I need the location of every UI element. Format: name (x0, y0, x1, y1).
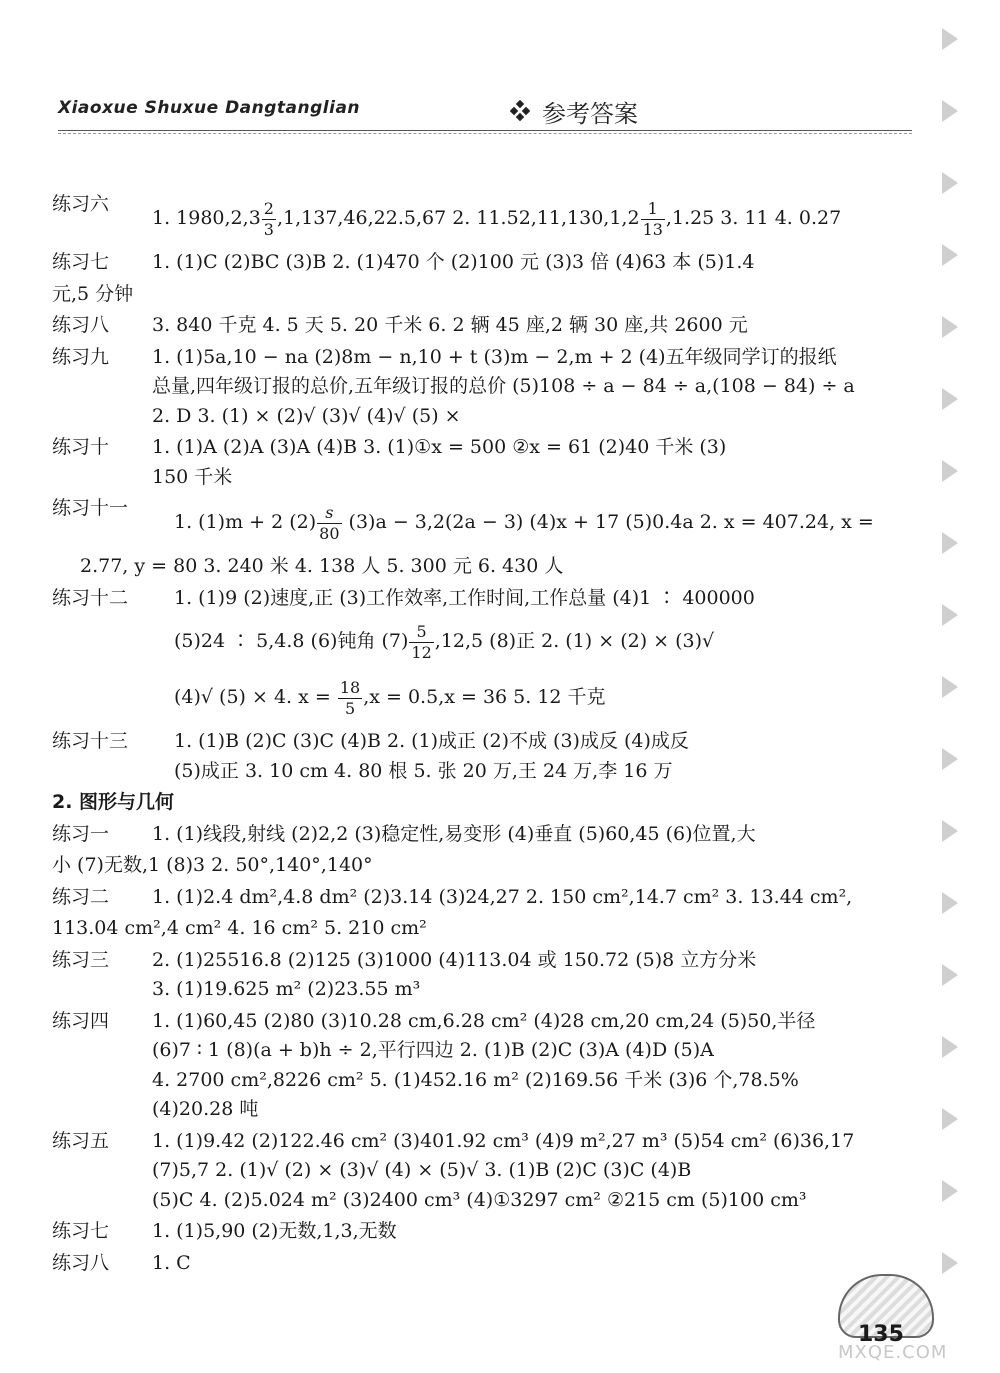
arrow-icon (942, 1036, 958, 1058)
answer-line: (4)20.28 吨 (152, 1098, 259, 1120)
arrow-icon (942, 100, 958, 122)
exercise-answers (152, 946, 902, 1005)
answer-line: 1. (1)60,45 (2)80 (3)10.28 cm,6.28 cm² (4)28 cm,20 cm,24 (5)50,半径 (152, 1009, 816, 1032)
series-title: Xiaoxue Shuxue Dangtanglian (58, 98, 361, 118)
exercise-answers (152, 433, 902, 492)
fraction-denominator: 12 (411, 642, 432, 662)
exercise-answers (174, 494, 902, 550)
answer-line: 3. (1)19.625 m² (2)23.55 m³ (152, 978, 421, 1000)
exercise-9 (52, 343, 902, 432)
exercise-answers (152, 343, 902, 432)
fraction-numerator: 1 (641, 199, 665, 220)
page-title: 参考答案 (542, 100, 638, 128)
geometry-exercise-5 (52, 1127, 902, 1216)
exercise-label: 练习八 (52, 1251, 110, 1274)
arrow-icon (942, 28, 958, 50)
geometry-exercise-3 (52, 946, 902, 1005)
exercise-label: 练习一 (52, 822, 110, 845)
arrow-icon (942, 604, 958, 626)
arrow-icon (942, 676, 958, 698)
geometry-exercise-7 (52, 1217, 902, 1247)
answer-line: 3. 840 千克 4. 5 天 5. 20 千米 6. 2 辆 45 座,2 辆 30 座,共 2600 元 (152, 314, 748, 336)
fraction (409, 622, 433, 663)
answer-line: 1. (1)2.4 dm²,4.8 dm² (2)3.14 (3)24,27 2. 150 cm²,14.7 cm² 3. 13.44 cm², (152, 885, 853, 908)
fraction-denominator: 80 (319, 523, 340, 543)
exercise-answers (152, 820, 902, 850)
arrow-icon (942, 820, 958, 842)
arrow-icon (942, 388, 958, 410)
exercise-label: 练习八 (52, 314, 110, 336)
answer-content (52, 190, 902, 1280)
arrow-icon (942, 1252, 958, 1274)
exercise-11-cont (52, 552, 902, 582)
exercise-label: 练习七 (52, 1220, 110, 1242)
answer-line: 1. (1)9.42 (2)122.46 cm² (3)401.92 cm³ (4)9 m²,27 m³ (5)54 cm² (6)36,17 (152, 1129, 855, 1152)
answer-line: 1. (1)B (2)C (3)C (4)B 2. (1)成正 (2)不成 (3)成反 (4)成反 (174, 730, 689, 752)
watermark: MXQE.COM (838, 1342, 948, 1363)
answer-line: 元,5 分钟 (52, 282, 134, 305)
exercise-label: 练习五 (52, 1129, 110, 1152)
answer-line: (5)C 4. (2)5.024 m² (3)2400 cm³ (4)①3297 cm² ②215 cm (5)100 cm³ (152, 1188, 807, 1211)
geometry-exercise-2 (52, 883, 902, 913)
arrow-icon (942, 244, 958, 266)
exercise-label: 练习六 (52, 193, 110, 215)
exercise-11 (52, 494, 902, 550)
answer-line (174, 669, 902, 725)
answer-text: 1. (1)m + 2 (2) (174, 511, 317, 533)
fraction-denominator: 13 (642, 219, 663, 239)
exercise-answers (152, 1127, 902, 1216)
answer-line: (6)7 ∶ 1 (8)(a + b)h ÷ 2,平行四边 2. (1)B (2)C (3)A (4)D (5)A (152, 1039, 714, 1061)
exercise-label: 练习三 (52, 948, 110, 971)
answer-text: (3)a − 3,2(2a − 3) (4)x + 17 (5)0.4a 2. x = 407.24, x = (342, 511, 874, 533)
arrow-icon (942, 892, 958, 914)
answer-line: (7)5,7 2. (1)√ (2) × (3)√ (4) × (5)√ 3. (1)B (2)C (3)C (4)B (152, 1159, 692, 1181)
page-number: 135 (858, 1322, 904, 1347)
answer-line: 1. (1)A (2)A (3)A (4)B 3. (1)①x = 500 ②x = 61 (2)40 千米 (3) (152, 436, 727, 458)
arrow-icon (942, 964, 958, 986)
fraction (317, 503, 341, 544)
answer-text: ,1,137,46,22.5,67 2. 11.52,11,130,1,2 (276, 207, 640, 229)
answer-line: 1. (1)5a,10 − na (2)8m − n,10 + t (3)m − 2,m + 2 (4)五年级同学订的报纸 (152, 345, 837, 368)
answer-line: 4. 2700 cm²,8226 cm² 5. (1)452.16 m² (2)169.56 千米 (3)6 个,78.5% (152, 1068, 799, 1091)
exercise-13 (52, 727, 902, 786)
arrow-icon (942, 1180, 958, 1202)
exercise-answers (152, 190, 902, 246)
answer-line: 小 (7)无数,1 (8)3 2. 50°,140°,140° (52, 854, 373, 876)
exercise-label: 练习十三 (52, 730, 129, 752)
fraction (338, 678, 362, 719)
answer-line: 2. (1)25516.8 (2)125 (3)1000 (4)113.04 或 150.72 (5)8 立方分米 (152, 948, 757, 971)
exercise-6 (52, 190, 902, 246)
answer-line: 2. D 3. (1) × (2)√ (3)√ (4)√ (5) × (152, 404, 461, 427)
exercise-answers (152, 1217, 902, 1247)
geometry-exercise-1-cont (52, 851, 902, 881)
exercise-8 (52, 311, 902, 341)
answer-text: ,12,5 (8)正 2. (1) × (2) × (3)√ (434, 630, 715, 652)
exercise-label: 练习七 (52, 251, 110, 273)
exercise-label: 练习十 (52, 436, 110, 458)
exercise-answers (152, 311, 902, 341)
answer-line (174, 494, 902, 550)
fraction (262, 199, 276, 240)
fraction-numerator: 5 (409, 622, 433, 643)
page-header (58, 92, 912, 132)
exercise-10 (52, 433, 902, 492)
answer-text: 1. 1980,2,3 (152, 207, 261, 229)
fraction-denominator: 3 (263, 219, 274, 239)
exercise-label: 练习四 (52, 1009, 110, 1032)
answer-line (152, 190, 902, 246)
geometry-exercise-2-cont (52, 914, 902, 944)
exercise-answers (152, 1007, 902, 1125)
fraction-numerator: 18 (339, 677, 361, 697)
answer-line: 1. C (152, 1251, 191, 1274)
geometry-exercise-4 (52, 1007, 902, 1125)
answer-text: ,1.25 3. 11 4. 0.27 (665, 207, 842, 229)
margin-arrow-decoration (932, 28, 972, 1348)
exercise-label: 练习十一 (52, 497, 129, 519)
header-rule (58, 130, 912, 134)
diamond-icon (510, 100, 532, 122)
arrow-icon (942, 460, 958, 482)
arrow-icon (942, 1108, 958, 1130)
exercise-7 (52, 248, 902, 278)
geometry-exercise-8 (52, 1249, 902, 1279)
answer-text: (4)√ (5) × 4. x = (174, 686, 337, 708)
arrow-icon (942, 532, 958, 554)
answer-line: 1. (1)线段,射线 (2)2,2 (3)稳定性,易变形 (4)垂直 (5)60,45 (6)位置,大 (152, 822, 756, 845)
exercise-label: 练习二 (52, 885, 110, 908)
exercise-12 (52, 584, 902, 726)
answer-line: 1. (1)5,90 (2)无数,1,3,无数 (152, 1220, 397, 1242)
answer-line (174, 613, 902, 669)
exercise-7-cont (52, 280, 902, 310)
answer-line: 1. (1)9 (2)速度,正 (3)工作效率,工作时间,工作总量 (4)1 ∶ 400000 (174, 586, 755, 609)
fraction-numerator: 2 (263, 198, 274, 218)
answer-line: 1. (1)C (2)BC (3)B 2. (1)470 个 (2)100 元 (3)3 倍 (4)63 本 (5)1.4 (152, 251, 755, 273)
exercise-label: 练习十二 (52, 586, 129, 609)
answer-text: (5)24 ∶ 5,4.8 (6)钝角 (7) (174, 630, 409, 652)
exercise-answers (152, 883, 902, 913)
exercise-answers (174, 727, 902, 786)
exercise-label: 练习九 (52, 345, 110, 368)
fraction-numerator: s (317, 503, 341, 524)
answer-text: ,x = 0.5,x = 36 5. 12 千克 (363, 686, 606, 708)
geometry-exercise-1 (52, 820, 902, 850)
answer-line: 150 千米 (152, 465, 233, 488)
arrow-icon (942, 172, 958, 194)
answer-line: 2.77, y = 80 3. 240 米 4. 138 人 5. 300 元 6. 430 人 (80, 555, 564, 577)
answer-line: 总量,四年级订报的总价,五年级订报的总价 (5)108 ÷ a − 84 ÷ a,(108 − 84) ÷ a (152, 375, 855, 397)
fraction (641, 199, 665, 240)
fraction-denominator: 5 (344, 698, 356, 718)
section-heading: 2. 图形与几何 (52, 791, 175, 813)
exercise-answers (174, 584, 902, 726)
exercise-answers (152, 1249, 902, 1279)
answer-line: (5)成正 3. 10 cm 4. 80 根 5. 张 20 万,王 24 万,李 16 万 (174, 759, 673, 782)
arrow-icon (942, 748, 958, 770)
arrow-icon (942, 316, 958, 338)
exercise-answers (152, 248, 902, 278)
answer-line: 113.04 cm²,4 cm² 4. 16 cm² 5. 210 cm² (52, 917, 427, 939)
